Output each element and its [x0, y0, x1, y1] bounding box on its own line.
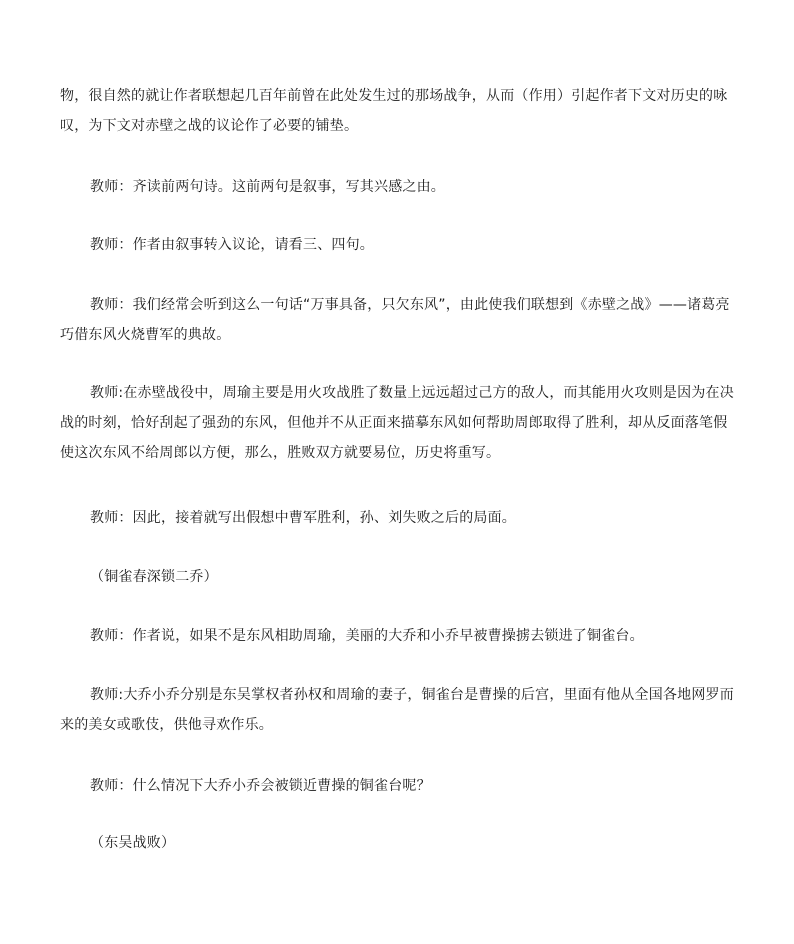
paragraph-teacher-2: 教师：作者由叙事转入议论，请看三、四句。: [90, 237, 374, 253]
paragraph-answer-1: （铜雀春深锁二乔）: [90, 569, 218, 585]
paragraph-answer-2: （东吴战败）: [90, 835, 176, 851]
paragraph-teacher-3: 教师：我们经常会听到这么一句话“万事具备，只欠东风”，由此使我们联想到《赤壁之战》——诸葛亮巧借东风火烧曹军的典故。: [60, 297, 730, 343]
paragraph-teacher-4: 教师:在赤壁战役中，周瑜主要是用火攻战胜了数量上远远超过己方的敌人，而其能用火攻则是因为在决战的时刻，恰好刮起了强劲的东风，但他并不从正面来描摹东风如何帮助周郎取得了胜利，却从反面落笔假使这次东风不给周郎以方便，那么，胜败双方就要易位，历史将重写。: [60, 385, 734, 461]
paragraph-teacher-8: 教师：什么情况下大乔小乔会被锁近曹操的铜雀台呢？: [90, 778, 431, 794]
paragraph-teacher-6: 教师：作者说，如果不是东风相助周瑜，美丽的大乔和小乔早被曹操掳去锁进了铜雀台。: [90, 628, 644, 644]
paragraph-intro-continued: 物，很自然的就让作者联想起几百年前曾在此处发生过的那场战争，从而（作用）引起作者下文对历史的咏叹，为下文对赤壁之战的议论作了必要的铺垫。: [60, 88, 728, 134]
paragraph-teacher-7: 教师:大乔小乔分别是东吴掌权者孙权和周瑜的妻子，铜雀台是曹操的后宫，里面有他从全国各地网罗而来的美女或歌伎，供他寻欢作乐。: [60, 687, 734, 733]
paragraph-teacher-1: 教师：齐读前两句诗。这前两句是叙事，写其兴感之由。: [90, 179, 445, 195]
paragraph-teacher-5: 教师：因此，接着就写出假想中曹军胜利，孙、刘失败之后的局面。: [90, 510, 516, 526]
